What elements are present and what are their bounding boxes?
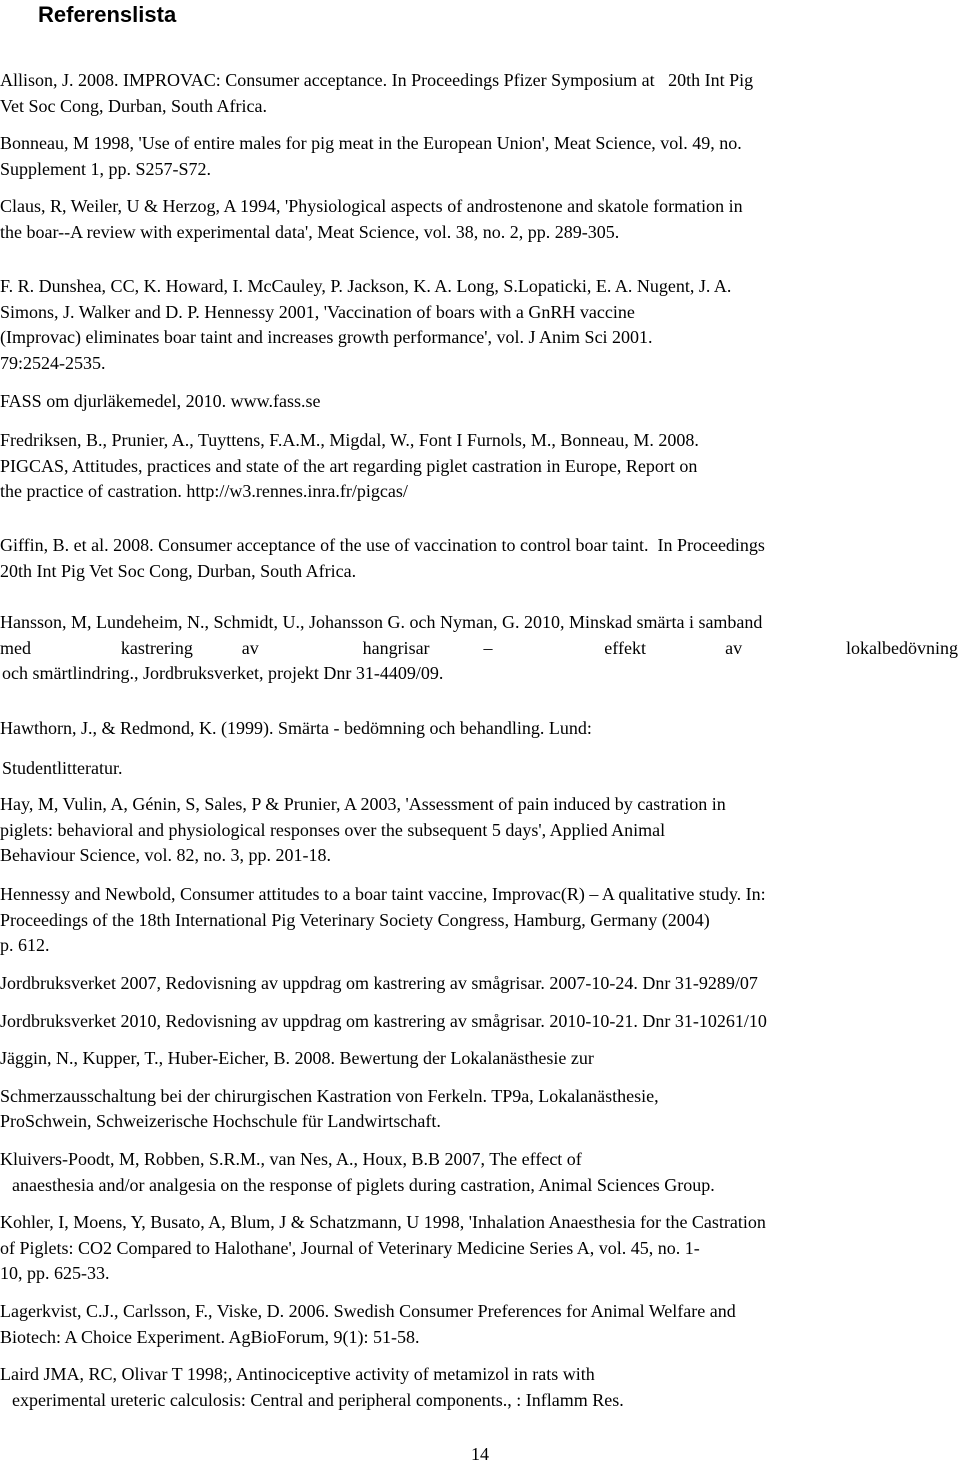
reference-laird <box>0 1362 958 1413</box>
reference-line: Kohler, I, Moens, Y, Busato, A, Blum, J & Schatzmann, U 1998, 'Inhalation Anaesthesia for the Castration <box>0 1212 766 1232</box>
reference-line: PIGCAS, Attitudes, practices and state of the art regarding piglet castration in Europe, Report on <box>0 455 698 476</box>
reference-line: (Improvac) eliminates boar taint and increases growth performance', vol. J Anim Sci 2001. <box>0 327 653 347</box>
reference-line: piglets: behavioral and physiological responses over the subsequent 5 days', Applied Animal <box>0 819 666 840</box>
page-number: 14 <box>471 1444 489 1464</box>
reference-line: anaesthesia and/or analgesia on the response of piglets during castration, Animal Sciences Group. <box>12 1174 715 1195</box>
reference-line: Hay, M, Vulin, A, Génin, S, Sales, P & Prunier, A 2003, 'Assessment of pain induced by castration in <box>0 794 726 814</box>
reference-kluivers-poodt <box>0 1147 958 1198</box>
reference-fass <box>0 389 958 415</box>
reference-fredriksen <box>0 428 958 505</box>
reference-hansson <box>0 610 958 687</box>
reference-line: Jordbruksverket 2010, Redovisning av uppdrag om kastrering av smågrisar. 2010-10-21. Dnr 31-10261/10 <box>0 1011 767 1031</box>
reference-line: Lagerkvist, C.J., Carlsson, F., Viske, D. 2006. Swedish Consumer Preferences for Animal Welfare and <box>0 1301 736 1321</box>
reference-line: the boar--A review with experimental data', Meat Science, vol. 38, no. 2, pp. 289-305. <box>0 221 620 242</box>
reference-line: Jäggin, N., Kupper, T., Huber-Eicher, B. 2008. Bewertung der Lokalanästhesie zur <box>0 1048 594 1068</box>
reference-line: p. 612. <box>0 935 50 955</box>
page-title: Referenslista <box>38 2 177 27</box>
reference-line: 10, pp. 625-33. <box>0 1263 110 1283</box>
reference-line: experimental ureteric calculosis: Central and peripheral components., : Inflamm Res. <box>12 1389 624 1410</box>
reference-line: Kluivers-Poodt, M, Robben, S.R.M., van Nes, A., Houx, B.B 2007, The effect of <box>0 1149 582 1169</box>
reference-line: 20th Int Pig Vet Soc Cong, Durban, South Africa. <box>0 560 357 581</box>
reference-jordbruksverket-2007 <box>0 971 958 997</box>
reference-line: Hennessy and Newbold, Consumer attitudes to a boar taint vaccine, Improvac(R) – A qualitative study. In: <box>0 884 766 904</box>
reference-line: of Piglets: CO2 Compared to Halothane', Journal of Veterinary Medicine Series A, vol. 45, no. 1- <box>0 1237 700 1258</box>
reference-line: Allison, J. 2008. IMPROVAC: Consumer acceptance. In Proceedings Pfizer Symposium at 20th Int Pig <box>0 70 754 90</box>
reference-line: Studentlitteratur. <box>2 757 123 778</box>
reference-line: Vet Soc Cong, Durban, South Africa. <box>0 95 267 116</box>
reference-line: Laird JMA, RC, Olivar T 1998;, Antinociceptive activity of metamizol in rats with <box>0 1364 595 1384</box>
reference-line: the practice of castration. http://w3.rennes.inra.fr/pigcas/ <box>0 481 408 501</box>
reference-dunshea <box>0 274 958 376</box>
reference-hawthorn <box>0 716 958 781</box>
reference-line: Supplement 1, pp. S257-S72. <box>0 158 212 179</box>
reference-claus <box>0 194 958 245</box>
reference-line: ProSchwein, Schweizerische Hochschule für Landwirtschaft. <box>0 1111 441 1131</box>
reference-bonneau <box>0 131 958 182</box>
reference-line: Schmerzausschaltung bei der chirurgischen Kastration von Ferkeln. TP9a, Lokalanästhesie, <box>0 1085 659 1106</box>
reference-line: Behaviour Science, vol. 82, no. 3, pp. 201-18. <box>0 845 331 865</box>
reference-giffin <box>0 533 958 584</box>
reference-line: 79:2524-2535. <box>0 352 106 373</box>
reference-line: Giffin, B. et al. 2008. Consumer acceptance of the use of vaccination to control boar taint. In Proceedings <box>0 535 765 555</box>
reference-hay <box>0 792 958 869</box>
reference-line: Bonneau, M 1998, 'Use of entire males for pig meat in the European Union', Meat Science, vol. 49, no. <box>0 133 742 153</box>
reference-line: Proceedings of the 18th International Pig Veterinary Society Congress, Hamburg, Germany (2004) <box>0 909 710 930</box>
word: lokalbedövning <box>846 637 958 658</box>
reference-justified-line: med kastrering av hangrisar – effekt av lokalbedövning <box>73 636 958 662</box>
reference-jordbruksverket-2010 <box>0 1009 958 1035</box>
reference-line: Hawthorn, J., & Redmond, K. (1999). Smärta - bedömning och behandling. Lund: <box>0 718 592 738</box>
reference-line: Hansson, M, Lundeheim, N., Schmidt, U., Johansson G. och Nyman, G. 2010, Minskad smärta i samband <box>0 612 763 632</box>
reference-line: Jordbruksverket 2007, Redovisning av uppdrag om kastrering av smågrisar. 2007-10-24. Dnr 31-9289/07 <box>0 973 758 993</box>
reference-allison <box>0 68 958 119</box>
reference-line: FASS om djurläkemedel, 2010. www.fass.se <box>0 391 321 411</box>
reference-line: och smärtlindring., Jordbruksverket, projekt Dnr 31-4409/09. <box>2 663 444 683</box>
reference-line: Simons, J. Walker and D. P. Hennessy 2001, 'Vaccination of boars with a GnRH vaccine <box>0 301 635 322</box>
reference-line: F. R. Dunshea, CC, K. Howard, I. McCauley, P. Jackson, K. A. Long, S.Lopaticki, E. A. Nugent, J. A. <box>0 276 732 296</box>
reference-lagerkvist <box>0 1299 958 1350</box>
reference-jaggin <box>0 1046 958 1135</box>
reference-line: Fredriksen, B., Prunier, A., Tuyttens, F.A.M., Migdal, W., Font I Furnols, M., Bonneau, M. 2008. <box>0 430 699 450</box>
reference-kohler <box>0 1210 958 1287</box>
reference-line: Claus, R, Weiler, U & Herzog, A 1994, 'Physiological aspects of androstenone and skatole formation in <box>0 196 743 216</box>
reference-line: Biotech: A Choice Experiment. AgBioForum, 9(1): 51-58. <box>0 1326 420 1347</box>
reference-hennessy <box>0 882 958 959</box>
